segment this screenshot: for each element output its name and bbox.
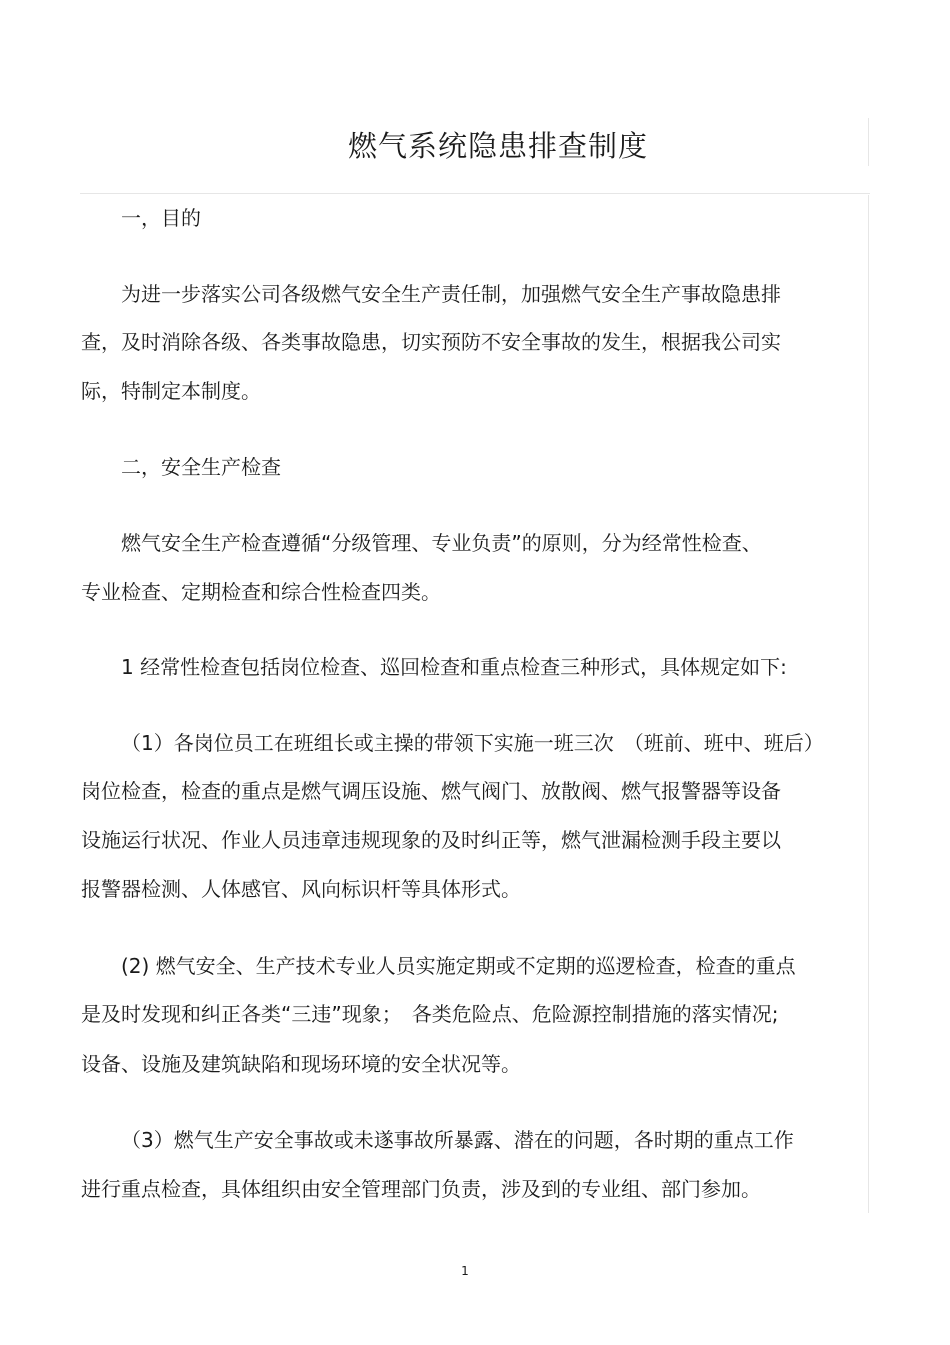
- section-heading-safety-check: 二，安全生产检查: [121, 455, 281, 479]
- section-heading-purpose: 一，目的: [121, 206, 201, 230]
- paragraph-line: 设施运行状况、作业人员违章违规现象的及时纠正等，燃气泄漏检测手段主要以: [81, 828, 781, 852]
- paragraph-line: （3）燃气生产安全事故或未遂事故所暴露、潜在的问题，各时期的重点工作: [121, 1128, 794, 1152]
- paragraph-line: 进行重点检查，具体组织由安全管理部门负责，涉及到的专业组、部门参加。: [81, 1177, 761, 1201]
- paragraph-line: 专业检查、定期检查和综合性检查四类。: [81, 580, 441, 604]
- paragraph-line: 1 经常性检查包括岗位检查、巡回检查和重点检查三种形式，具体规定如下:: [121, 655, 787, 679]
- frame-right-border: [868, 195, 869, 1213]
- paragraph-line: 岗位检查，检查的重点是燃气调压设施、燃气阀门、放散阀、燃气报警器等设备: [81, 779, 781, 803]
- frame-top-divider: [80, 193, 870, 194]
- paragraph-line: 是及时发现和纠正各类“三违”现象； 各类危险点、危险源控制措施的落实情况;: [81, 1002, 779, 1026]
- paragraph-line: （1）各岗位员工在班组长或主操的带领下实施一班三次 （班前、班中、班后）: [121, 731, 824, 755]
- paragraph-line: 报警器检测、人体感官、风向标识杆等具体形式。: [81, 877, 521, 901]
- paragraph-line: (2) 燃气安全、生产技术专业人员实施定期或不定期的巡逻检查，检查的重点: [121, 954, 796, 978]
- paragraph-line: 设备、设施及建筑缺陷和现场环境的安全状况等。: [81, 1052, 521, 1076]
- paragraph-line: 际，特制定本制度。: [81, 379, 261, 403]
- paragraph-line: 为进一步落实公司各级燃气安全生产责任制，加强燃气安全生产事故隐患排: [121, 282, 781, 306]
- paragraph-line: 燃气安全生产检查遵循“分级管理、专业负责”的原则，分为经常性检查、: [121, 531, 762, 555]
- document-title: 燃气系统隐患排查制度: [347, 129, 648, 163]
- paragraph-line: 查，及时消除各级、各类事故隐患，切实预防不安全事故的发生，根据我公司实: [81, 330, 781, 354]
- page-number: 1: [461, 1264, 469, 1278]
